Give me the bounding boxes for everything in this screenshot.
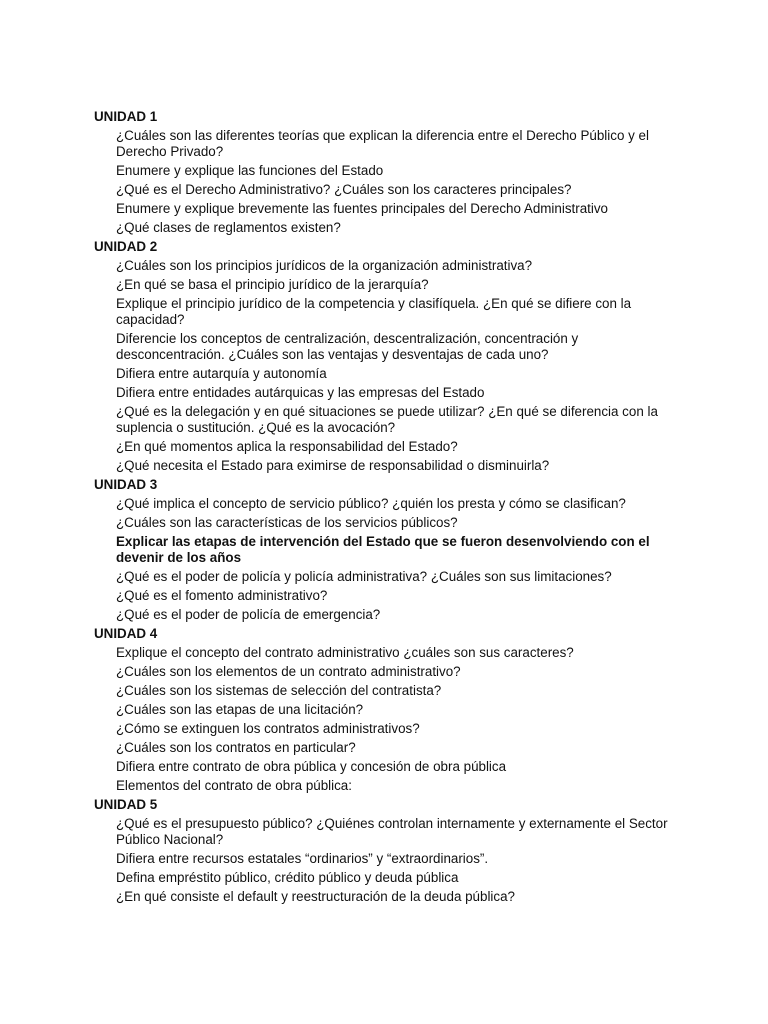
question-item: ¿Cuáles son los contratos en particular? (116, 740, 356, 755)
question-item: ¿Qué necesita el Estado para eximirse de responsabilidad o disminuirla? (116, 458, 550, 473)
question-item: Explique el principio jurídico de la competencia y clasifíquela. ¿En qué se difiere con la capacidad? (116, 296, 632, 327)
question-item: ¿Qué implica el concepto de servicio público? ¿quién los presta y cómo se clasifican? (116, 496, 626, 511)
question-item: ¿Cuáles son los elementos de un contrato administrativo? (116, 664, 461, 679)
question-item: ¿En qué momentos aplica la responsabilidad del Estado? (116, 439, 458, 454)
question-item: Explicar las etapas de intervención del Estado que se fueron desenvolviendo con el devenir de los años (116, 534, 650, 565)
unit-section (94, 109, 674, 236)
question-item: Defina empréstito público, crédito público y deuda pública (116, 870, 459, 885)
unit-section (94, 239, 674, 474)
question-item: ¿Qué es el poder de policía y policía administrativa? ¿Cuáles son sus limitaciones? (116, 569, 612, 584)
question-item: Difiera entre contrato de obra pública y concesión de obra pública (116, 759, 507, 774)
question-item: ¿Cuáles son los principios jurídicos de la organización administrativa? (116, 258, 533, 273)
question-list (94, 109, 674, 908)
question-item: Difiera entre recursos estatales “ordinarios” y “extraordinarios”. (116, 851, 489, 866)
question-item: Explique el concepto del contrato administrativo ¿cuáles son sus caracteres? (116, 645, 574, 660)
question-item: ¿Qué es el presupuesto público? ¿Quiénes controlan internamente y externamente el Sector Público Nacional? (116, 816, 668, 847)
unit-section (94, 797, 674, 905)
question-item: ¿Cuáles son los sistemas de selección del contratista? (116, 683, 442, 698)
question-item: Difiera entre autarquía y autonomía (116, 366, 327, 381)
unit-section (94, 477, 674, 623)
question-item: Enumere y explique las funciones del Estado (116, 163, 384, 178)
question-item: ¿Cuáles son las etapas de una licitación? (116, 702, 364, 717)
question-item: ¿En qué consiste el default y reestructuración de la deuda pública? (116, 889, 515, 904)
question-item: ¿En qué se basa el principio jurídico de la jerarquía? (116, 277, 429, 292)
question-item: ¿Cuáles son las diferentes teorías que explican la diferencia entre el Derecho Público y el Derecho Privado? (116, 128, 649, 159)
question-item: Difiera entre entidades autárquicas y las empresas del Estado (116, 385, 485, 400)
question-item: ¿Qué es la delegación y en qué situaciones se puede utilizar? ¿En qué se diferencia con la suplencia o sustitución. ¿Qué es la avocación? (116, 404, 658, 435)
unit-heading: UNIDAD 2 (94, 239, 158, 254)
question-item: Diferencie los conceptos de centralización, descentralización, concentración y desconcentración. ¿Cuáles son las ventajas y desventajas de cada uno? (116, 331, 579, 362)
unit-section (94, 626, 674, 794)
question-item: Enumere y explique brevemente las fuentes principales del Derecho Administrativo (116, 201, 608, 216)
question-item: ¿Qué es el poder de policía de emergencia? (116, 607, 381, 622)
question-item: Elementos del contrato de obra pública: (116, 778, 352, 793)
unit-heading: UNIDAD 4 (94, 626, 158, 641)
question-item: ¿Cuáles son las características de los servicios públicos? (116, 515, 458, 530)
question-item: ¿Qué clases de reglamentos existen? (116, 220, 341, 235)
unit-heading: UNIDAD 5 (94, 797, 158, 812)
question-item: ¿Qué es el fomento administrativo? (116, 588, 328, 603)
unit-heading: UNIDAD 3 (94, 477, 158, 492)
question-item: ¿Cómo se extinguen los contratos administrativos? (116, 721, 420, 736)
question-item: ¿Qué es el Derecho Administrativo? ¿Cuáles son los caracteres principales? (116, 182, 572, 197)
unit-heading: UNIDAD 1 (94, 109, 158, 124)
